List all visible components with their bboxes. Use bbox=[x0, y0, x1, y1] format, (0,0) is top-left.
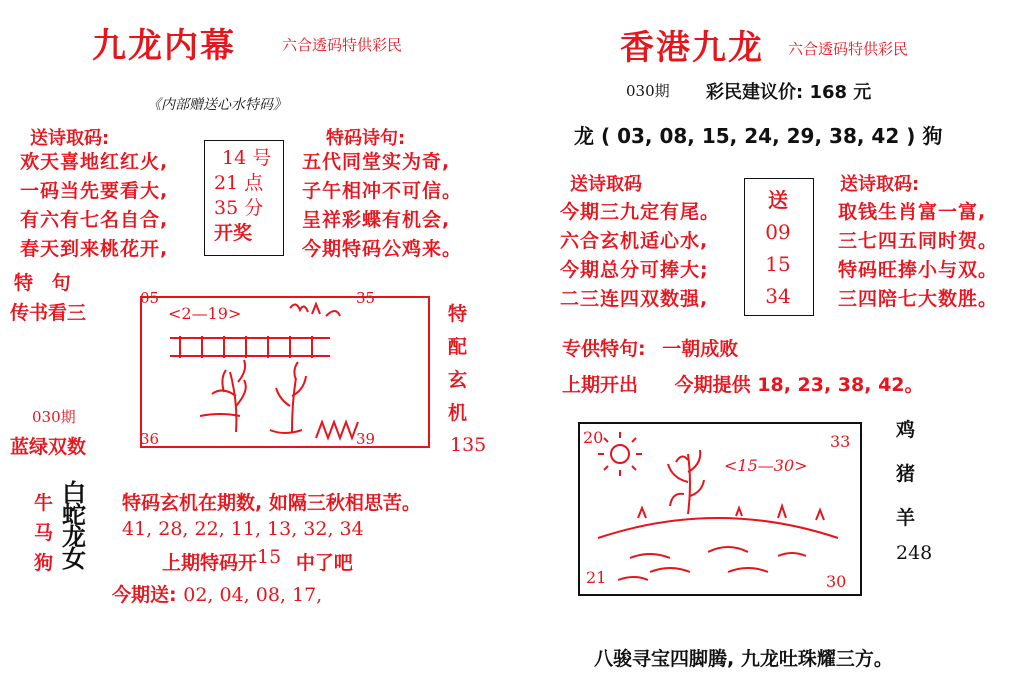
right-subtitle: 六合透码特供彩民 bbox=[788, 40, 909, 58]
poem-line: 一码当先要看大, bbox=[20, 180, 169, 202]
poem-line: 子午相冲不可信。 bbox=[302, 180, 463, 202]
poem-line: 取钱生肖富一富, bbox=[838, 201, 987, 223]
fence-and-plants-drawing bbox=[140, 296, 426, 446]
left-issue-tip: 蓝绿双数 bbox=[10, 436, 87, 458]
poem-line: 呈祥彩蝶有机会, bbox=[302, 209, 451, 231]
left-subtitle: 六合透码特供彩民 bbox=[282, 36, 403, 54]
poem-line: 今期三九定有尾。 bbox=[560, 201, 721, 223]
right-special-line bbox=[562, 334, 738, 361]
draw-time-line: 14 号 bbox=[222, 147, 272, 169]
right-last-line bbox=[562, 370, 924, 397]
image-number: 21 bbox=[586, 568, 607, 587]
last-label: 上期开出 bbox=[562, 374, 639, 396]
poem-line: 有六有七名自合, bbox=[20, 209, 169, 231]
zodiac-char: 白 bbox=[62, 478, 86, 507]
poem-line: 六合玄机适心水, bbox=[560, 230, 709, 252]
draw-time-line: 35 分 bbox=[214, 197, 264, 219]
range-text: 2—19 bbox=[181, 304, 228, 323]
side-char: 羊 bbox=[896, 507, 916, 529]
left-send-poem-heading: 送诗取码: bbox=[30, 128, 110, 149]
left-issue: 030期 bbox=[32, 408, 76, 426]
send-box-content bbox=[744, 184, 812, 312]
image-number: 05 bbox=[140, 289, 160, 307]
side-vertical-text bbox=[448, 298, 470, 430]
image-number: 35 bbox=[356, 289, 376, 307]
draw-time-line: 21 点 bbox=[214, 172, 264, 194]
image-number: 20 bbox=[583, 428, 604, 447]
left-title: 九龙内幕 bbox=[92, 26, 236, 66]
zodiac-char: 牛 bbox=[34, 492, 54, 514]
poem-line: 欢天喜地红红火, bbox=[20, 151, 169, 173]
zodiac-char: 龙 bbox=[62, 522, 86, 551]
left-send-poem bbox=[20, 148, 168, 264]
image-number: 33 bbox=[830, 432, 851, 451]
send-numbers-line bbox=[112, 580, 322, 607]
right-issue: 030期 bbox=[626, 82, 670, 100]
zodiac-big-column bbox=[62, 478, 86, 573]
side-number: 135 bbox=[450, 434, 487, 456]
send-label: 今期送: bbox=[112, 584, 177, 606]
image-range: <15—30> bbox=[724, 456, 808, 475]
draw-time bbox=[214, 146, 271, 246]
zodiac-char: 女 bbox=[62, 544, 86, 573]
image-number: 36 bbox=[140, 430, 160, 448]
side-char: 猪 bbox=[896, 463, 916, 485]
right-poem-right bbox=[838, 198, 998, 314]
dragon-number-line: 龙 ( 03, 08, 15, 24, 29, 38, 42 ) 狗 bbox=[574, 124, 943, 148]
right-footer: 八骏寻宝四脚腾, 九龙吐珠耀三方。 bbox=[594, 648, 893, 670]
image-number: 39 bbox=[356, 430, 376, 448]
image-number: 30 bbox=[826, 572, 847, 591]
poem-line: 三七四五同时贺。 bbox=[838, 230, 999, 252]
zodiac-char: 蛇 bbox=[62, 500, 86, 529]
last-result bbox=[162, 548, 353, 575]
side-char: 配 bbox=[448, 336, 468, 358]
riddle-text: 特码玄机在期数, 如隔三秋相思苦。 bbox=[122, 492, 421, 514]
send-box-line: 送 bbox=[768, 188, 788, 212]
sun-plant-water-drawing bbox=[578, 422, 858, 594]
right-side-number: 248 bbox=[896, 542, 933, 564]
special-text: 一朝成败 bbox=[662, 338, 739, 360]
special-phrase: 传书看三 bbox=[10, 302, 87, 324]
side-char: 玄 bbox=[448, 369, 468, 391]
left-special-poem bbox=[302, 148, 462, 264]
right-send-poem-heading-right: 送诗取码: bbox=[840, 174, 920, 195]
zodiac-red-column bbox=[34, 488, 53, 578]
last-result-tail: 中了吧 bbox=[295, 552, 353, 574]
special-phrase-label: 特 句 bbox=[14, 272, 77, 294]
zodiac-char: 马 bbox=[34, 522, 54, 544]
right-side-vertical bbox=[896, 408, 915, 540]
right-poem-left bbox=[560, 198, 720, 314]
send-box-line: 09 bbox=[765, 220, 791, 244]
side-char: 鸡 bbox=[896, 419, 916, 441]
last-result-label: 上期特码开 bbox=[162, 552, 258, 574]
poem-line: 二三连四双数强, bbox=[560, 288, 709, 310]
send-numbers: 02, 04, 08, 17, bbox=[183, 584, 323, 606]
draw-time-line: 开奖 bbox=[214, 222, 253, 244]
right-price: 彩民建议价: 168 元 bbox=[706, 82, 872, 103]
poem-line: 特码旺捧小与双。 bbox=[838, 259, 999, 281]
left-special-poem-heading: 特码诗句: bbox=[326, 128, 406, 149]
side-char: 特 bbox=[448, 303, 468, 325]
image-range: <2—19> bbox=[168, 304, 242, 323]
poem-line: 五代同堂实为奇, bbox=[302, 151, 451, 173]
poem-line: 今期总分可捧大; bbox=[560, 259, 709, 281]
right-send-poem-heading-left: 送诗取码 bbox=[570, 174, 642, 195]
zodiac-char: 狗 bbox=[34, 552, 54, 574]
range-text: 15—30 bbox=[737, 456, 795, 475]
special-label: 专供特句: bbox=[562, 338, 646, 360]
poem-line: 三四陪七大数胜。 bbox=[838, 288, 999, 310]
today-text: 今期提供 18, 23, 38, 42。 bbox=[674, 374, 924, 396]
left-quote: 《内部赠送心水特码》 bbox=[147, 97, 287, 113]
poem-line: 春天到来桃花开, bbox=[20, 238, 169, 260]
send-box-line: 34 bbox=[765, 284, 791, 308]
last-result-number: 15 bbox=[257, 546, 282, 568]
poem-line: 今期特码公鸡来。 bbox=[302, 238, 463, 260]
number-list: 41, 28, 22, 11, 13, 32, 34 bbox=[122, 518, 364, 540]
side-char: 机 bbox=[448, 402, 468, 424]
right-title: 香港九龙 bbox=[620, 28, 764, 68]
send-box-line: 15 bbox=[765, 252, 791, 276]
